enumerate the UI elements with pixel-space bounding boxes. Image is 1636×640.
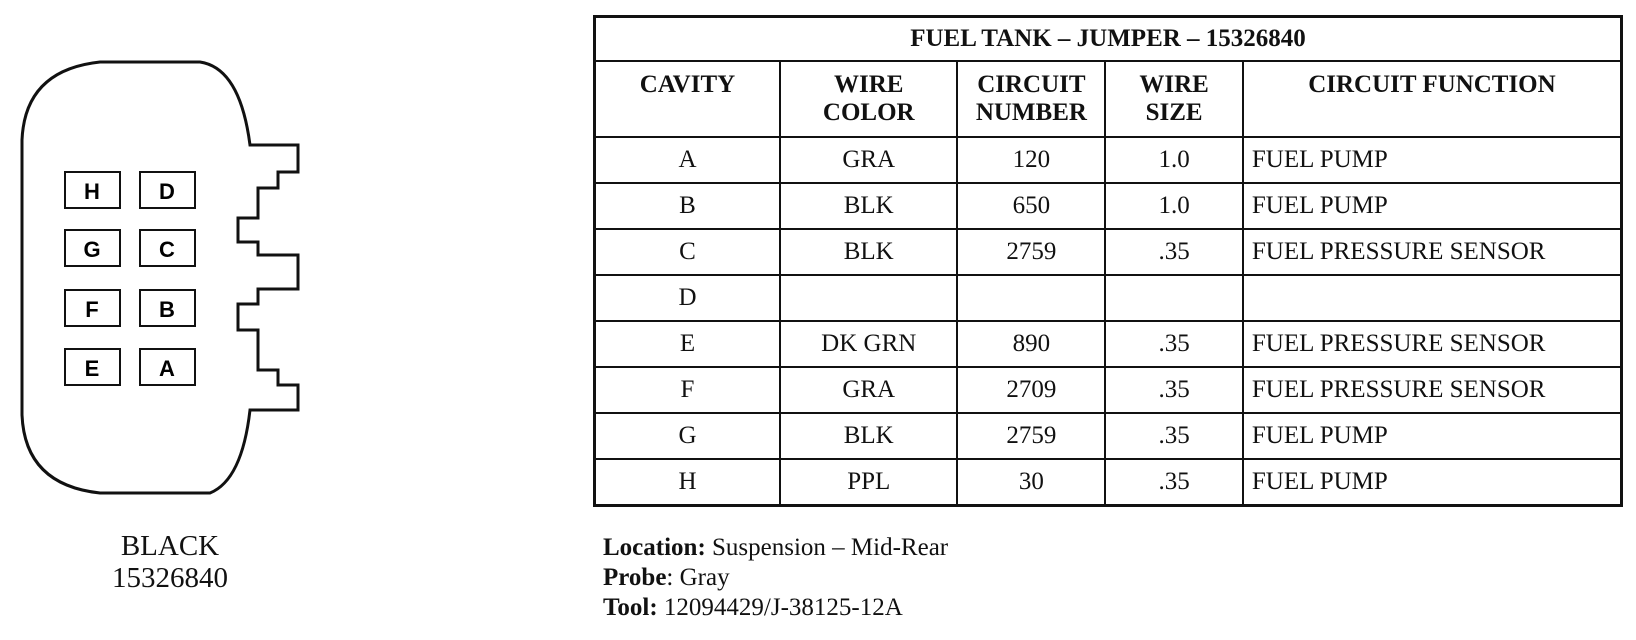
cell-circuit-number: 2709 [957, 367, 1105, 413]
probe-label: Probe [603, 564, 667, 591]
pinout-table [593, 15, 1623, 507]
table-row [595, 321, 1622, 367]
table-row [595, 229, 1622, 275]
cell-circuit-number: 650 [957, 183, 1105, 229]
pin-label-a: A [159, 356, 175, 381]
cell-circuit-number [957, 275, 1105, 321]
cell-circuit-function: FUEL PUMP [1243, 413, 1622, 459]
cell-wire-color: BLK [780, 183, 958, 229]
cell-wire-color: GRA [780, 367, 958, 413]
header-circuit-function: CIRCUIT FUNCTION [1243, 61, 1622, 137]
probe-line [603, 563, 948, 593]
location-label: Location: [603, 534, 706, 561]
tool-line [603, 593, 948, 623]
pin-label-h: H [84, 179, 100, 204]
table-row [595, 183, 1622, 229]
tool-label: Tool: [603, 594, 658, 621]
pin-label-f: F [85, 297, 99, 322]
cell-wire-size [1105, 275, 1243, 321]
table-row [595, 413, 1622, 459]
table-title: FUEL TANK – JUMPER – 15326840 [595, 17, 1622, 62]
table-row [595, 459, 1622, 506]
cell-circuit-number: 2759 [957, 413, 1105, 459]
cell-circuit-number: 30 [957, 459, 1105, 506]
header-wire-color: WIRE COLOR [780, 61, 958, 137]
header-circuit-number: CIRCUIT NUMBER [957, 61, 1105, 137]
pin-label-g: G [83, 237, 101, 262]
cell-circuit-number: 890 [957, 321, 1105, 367]
cell-cavity: G [595, 413, 780, 459]
cell-circuit-function: FUEL PRESSURE SENSOR [1243, 367, 1622, 413]
location-line [603, 533, 948, 563]
cell-circuit-function [1243, 275, 1622, 321]
cell-wire-color: PPL [780, 459, 958, 506]
header-wire-size: WIRE SIZE [1105, 61, 1243, 137]
cell-wire-color: DK GRN [780, 321, 958, 367]
connector-part-number: 15326840 [112, 562, 228, 594]
tool-value: 12094429/J-38125-12A [663, 594, 903, 621]
header-cavity: CAVITY [595, 61, 780, 137]
probe-value: : Gray [666, 564, 730, 591]
cell-wire-size: .35 [1105, 413, 1243, 459]
cell-cavity: B [595, 183, 780, 229]
cell-wire-color: BLK [780, 413, 958, 459]
pin-label-d: D [159, 179, 175, 204]
cell-circuit-function: FUEL PRESSURE SENSOR [1243, 321, 1622, 367]
table-row [595, 367, 1622, 413]
cell-cavity: F [595, 367, 780, 413]
table-title-row [595, 17, 1622, 62]
table-header-row [595, 61, 1622, 137]
connector-color-label: BLACK [120, 530, 220, 562]
connector-outline [22, 62, 298, 493]
location-value: Suspension – Mid-Rear [712, 534, 949, 561]
pin-label-c: C [159, 237, 175, 262]
cell-cavity: E [595, 321, 780, 367]
cell-circuit-function: FUEL PUMP [1243, 137, 1622, 183]
pin-label-e: E [84, 356, 100, 381]
cell-wire-size: .35 [1105, 367, 1243, 413]
cell-wire-size: .35 [1105, 321, 1243, 367]
cell-cavity: D [595, 275, 780, 321]
cell-wire-size: .35 [1105, 229, 1243, 275]
connector-notes [603, 533, 948, 623]
cell-circuit-function: FUEL PRESSURE SENSOR [1243, 229, 1622, 275]
cell-wire-size: 1.0 [1105, 137, 1243, 183]
cell-cavity: A [595, 137, 780, 183]
table-row [595, 137, 1622, 183]
cell-wire-size: 1.0 [1105, 183, 1243, 229]
cell-circuit-number: 120 [957, 137, 1105, 183]
cell-cavity: H [595, 459, 780, 506]
cell-circuit-number: 2759 [957, 229, 1105, 275]
cell-wire-color: GRA [780, 137, 958, 183]
cell-wire-color: BLK [780, 229, 958, 275]
pin-label-b: B [159, 297, 175, 322]
table-row [595, 275, 1622, 321]
cell-cavity: C [595, 229, 780, 275]
connector-caption [60, 530, 280, 594]
cell-circuit-function: FUEL PUMP [1243, 459, 1622, 506]
cell-wire-color [780, 275, 958, 321]
cell-circuit-function: FUEL PUMP [1243, 183, 1622, 229]
cell-wire-size: .35 [1105, 459, 1243, 506]
